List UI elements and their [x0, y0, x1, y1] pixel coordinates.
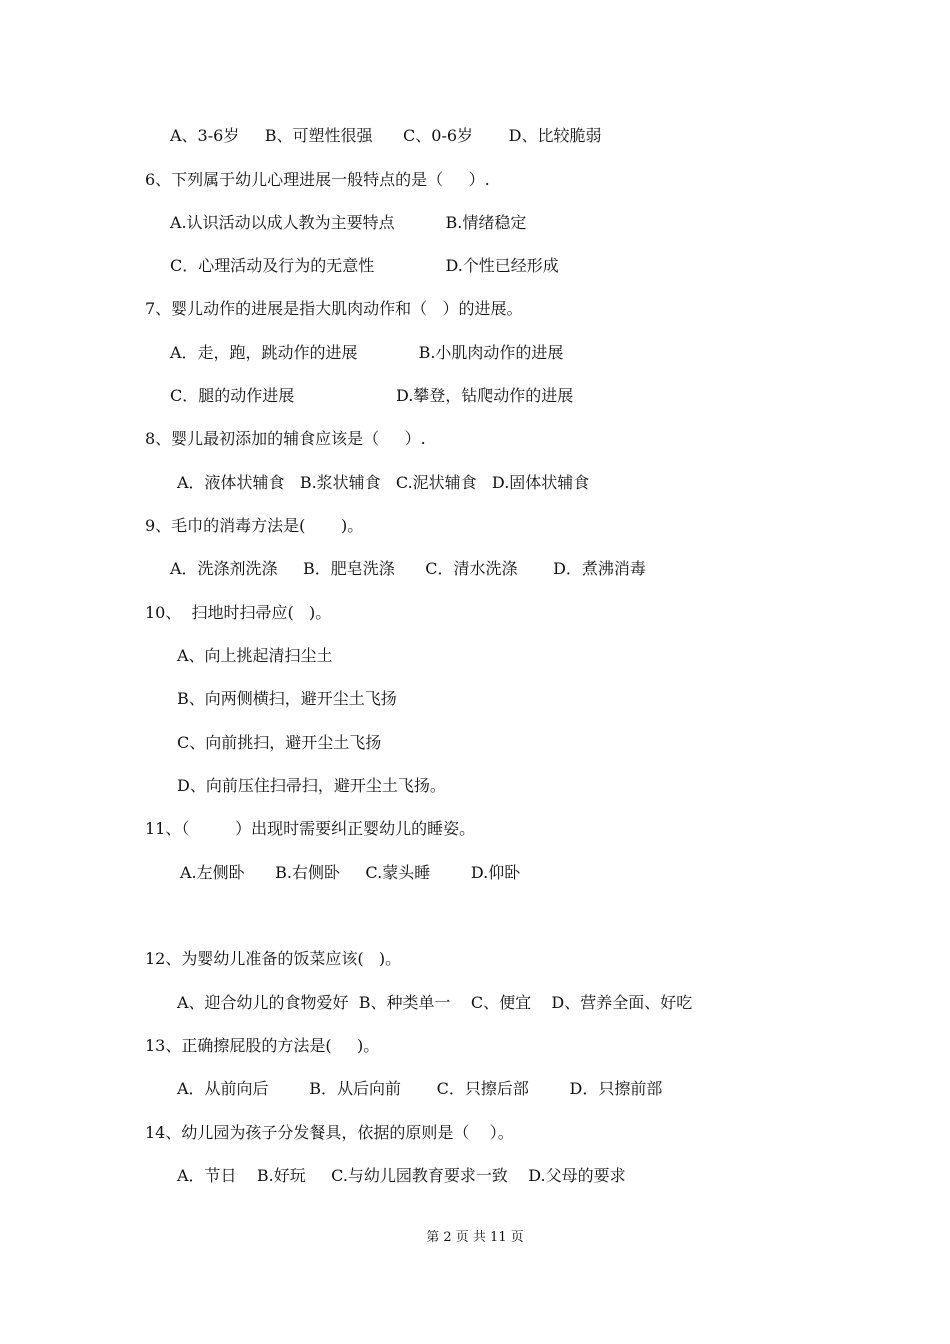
question-7-options-row2: C．腿的动作进展 D.攀登，钻爬动作的进展 — [170, 386, 574, 405]
question-8-stem: 8、婴儿最初添加的辅食应该是（ ）. — [145, 429, 426, 448]
question-14-stem: 14、幼儿园为孩子分发餐具，依据的原则是（ ）。 — [145, 1123, 514, 1142]
question-12-options: A、迎合幼儿的食物爱好 B、种类单一 C、便宜 D、营养全面、好吃 — [177, 993, 693, 1012]
question-9-options: A．洗涤剂洗涤 B．肥皂洗涤 C．清水洗涤 D．煮沸消毒 — [170, 559, 646, 578]
question-10-option-b: B、向两侧横扫，避开尘土飞扬 — [177, 689, 397, 708]
question-11-options: A.左侧卧 B.右侧卧 C.蒙头睡 D.仰卧 — [180, 863, 521, 882]
question-6-stem: 6、下列属于幼儿心理进展一般特点的是（ ）. — [145, 170, 490, 189]
question-8-options: A．液体状辅食 B.浆状辅食 C.泥状辅食 D.固体状辅食 — [177, 473, 590, 492]
question-7-stem: 7、婴儿动作的进展是指大肌肉动作和（ ）的进展。 — [145, 299, 523, 318]
question-10-stem: 10、 扫地时扫帚应( )。 — [145, 603, 332, 622]
question-11-stem: 11、（ ）出现时需要纠正婴幼儿的睡姿。 — [145, 819, 476, 838]
question-12-stem: 12、为婴幼儿准备的饭菜应该( )。 — [145, 949, 402, 968]
question-6-options-row1: A.认识活动以成人教为主要特点 B.情绪稳定 — [170, 213, 527, 232]
question-7-options-row1: A．走，跑，跳动作的进展 B.小肌肉动作的进展 — [170, 343, 564, 362]
question-10-option-d: D、向前压住扫帚扫，避开尘土飞扬。 — [177, 776, 446, 795]
question-10-option-c: C、向前挑扫，避开尘土飞扬 — [177, 733, 382, 752]
question-9-stem: 9、毛巾的消毒方法是( )。 — [145, 516, 364, 535]
question-13-options: A．从前向后 B．从后向前 C．只擦后部 D．只擦前部 — [177, 1079, 663, 1098]
question-6-options-row2: C．心理活动及行为的无意性 D.个性已经形成 — [170, 256, 559, 275]
question-5-options: A、3-6岁 B、可塑性很强 C、0-6岁 D、比较脆弱 — [170, 126, 602, 145]
question-14-options: A．节日 B.好玩 C.与幼儿园教育要求一致 D.父母的要求 — [177, 1166, 626, 1185]
page-number-footer: 第 2 页 共 11 页 — [426, 1230, 524, 1245]
question-10-option-a: A、向上挑起清扫尘土 — [177, 646, 333, 665]
question-13-stem: 13、正确擦屁股的方法是( )。 — [145, 1036, 380, 1055]
